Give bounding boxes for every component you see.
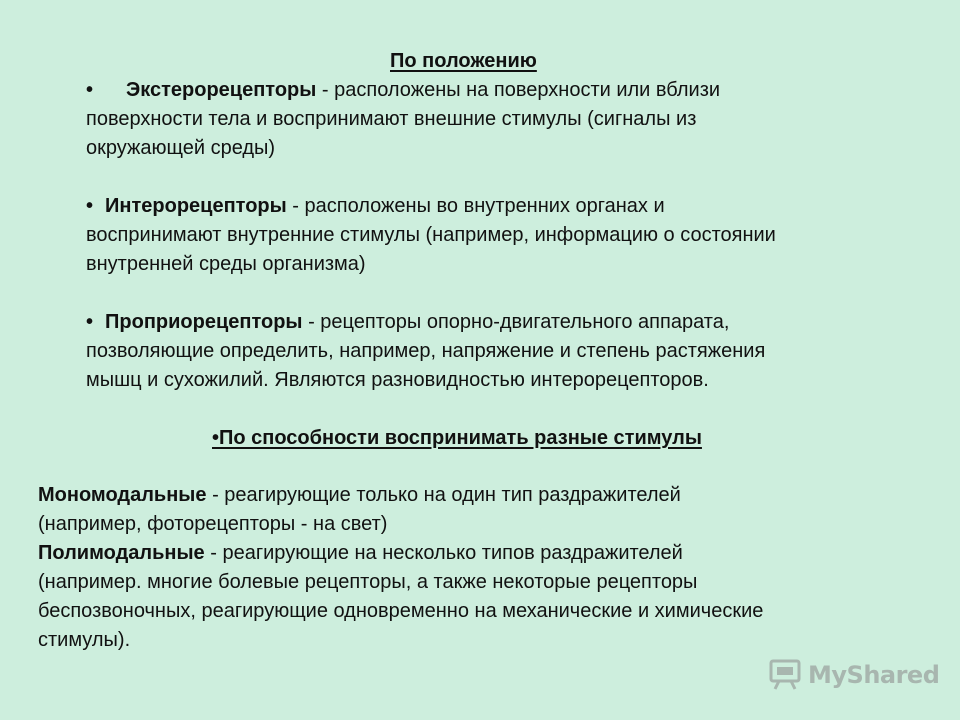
list-item-polymodal (38, 539, 918, 655)
definition-line: - расположены во внутренних органах и (292, 195, 665, 217)
term: Проприорецепторы (105, 311, 303, 333)
definition-line: - рецепторы опорно-двигательного аппарата, (308, 311, 730, 333)
section-heading-modality: •По способности воспринимать разные стимулы (212, 427, 702, 449)
term: Полимодальные (38, 542, 205, 564)
section-heading-position: По положению (390, 50, 537, 72)
list-item-exteroreceptors (86, 76, 960, 163)
term: Мономодальные (38, 484, 207, 506)
term: Экстерорецепторы (126, 79, 317, 101)
definition-line: - реагирующие на несколько типов раздражителей (210, 542, 683, 564)
list-item-monomodal (38, 481, 918, 539)
bullet-icon: • (86, 79, 94, 101)
bullet-icon: • (86, 195, 94, 217)
watermark-text: MyShared (808, 661, 940, 689)
presentation-screen-icon (768, 659, 802, 691)
watermark-logo (768, 657, 939, 693)
term: Интерорецепторы (105, 195, 287, 217)
definition-line: (например. многие болевые рецепторы, а также некоторые рецепторы (38, 571, 698, 593)
list-item-interoreceptors (86, 192, 960, 279)
definition-line: беспозвоночных, реагирующие одновременно на механические и химические (38, 600, 764, 622)
definition-line: - реагирующие только на один тип раздражителей (212, 484, 681, 506)
definition-line: - расположены на поверхности или вблизи (321, 79, 721, 101)
definition-line: воспринимают внутренние стимулы (например, информацию о состоянии (86, 224, 776, 246)
definition-line: позволяющие определить, например, напряжение и степень растяжения (86, 340, 766, 362)
definition-line: (например, фоторецепторы - на свет) (38, 513, 388, 535)
definition-line: окружающей среды) (86, 137, 276, 159)
definition-line: мышц и сухожилий. Являются разновидностью интерорецепторов. (86, 369, 709, 391)
definition-line: поверхности тела и воспринимают внешние стимулы (сигналы из (86, 108, 697, 130)
definition-line: стимулы). (38, 629, 131, 651)
bullet-icon: • (86, 311, 94, 333)
list-item-proprioceptors (86, 308, 960, 395)
definition-line: внутренней среды организма) (86, 253, 366, 275)
